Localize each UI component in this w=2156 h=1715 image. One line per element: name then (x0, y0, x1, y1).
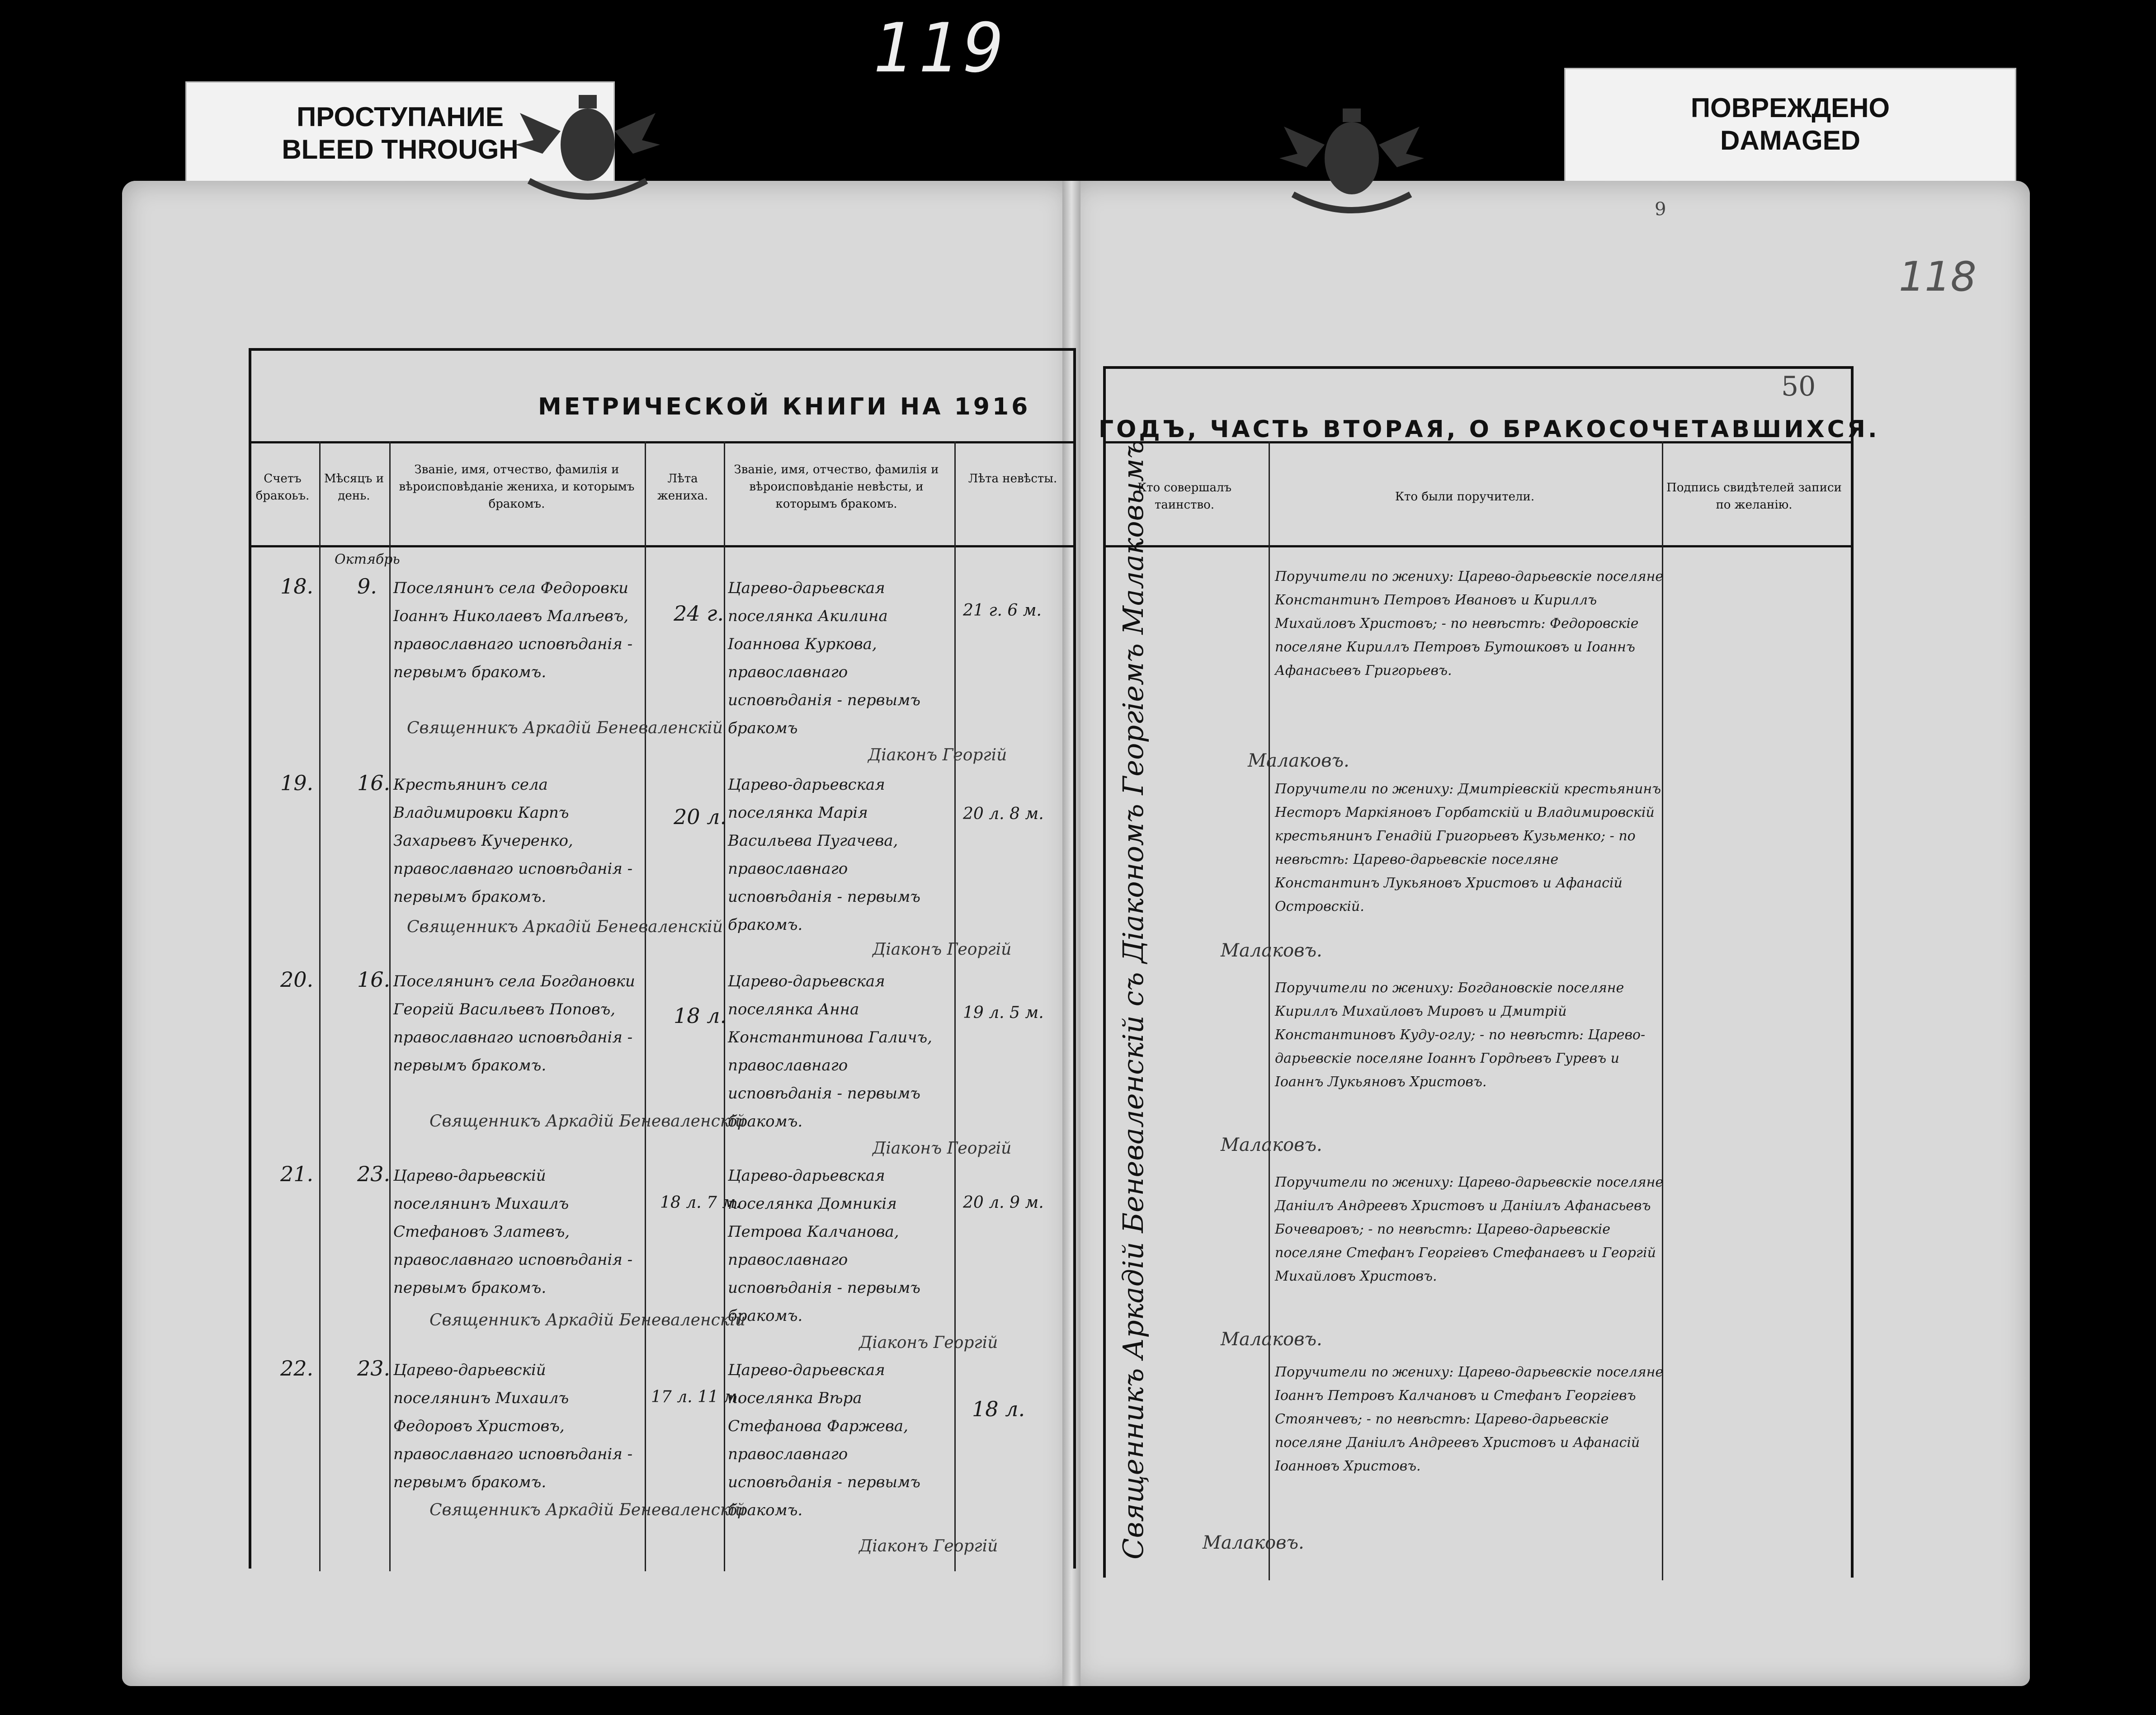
groom-entry: Поселянинъ села Федоровки Іоаннъ Николаевъ Малѣевъ, православнаго исповѣданія - первымъ бракомъ. (393, 579, 633, 681)
book-title-left: МЕТРИЧЕСКОЙ КНИГИ НА 1916 (538, 393, 1031, 420)
month-label: Октябрь (335, 551, 400, 567)
bride-entry: Царево-дарьевская поселянка Вѣра Стефанова Фаржева, православнаго исповѣданія - первымъ бракомъ. (728, 1361, 920, 1519)
groom-age: 17 л. 11 м. (651, 1388, 742, 1406)
header-rule (251, 545, 1073, 547)
guarantors-entry: Поручители по жениху: Царево-дарьевскіе поселяне Іоаннъ Петровъ Калчановъ и Стефанъ Георгіевъ Стоянчевъ; - по невѣстѣ: Царево-дарьевскіе поселяне Даніилъ Андреевъ Христовъ и Афанасій Іоанновъ Христовъ. (1275, 1364, 1664, 1474)
psalmist-signature: Малаковъ. (1221, 1329, 1322, 1350)
guarantors-entry: Поручители по жениху: Царево-дарьевскіе поселяне Константинъ Петровъ Ивановъ и Кириллъ Михайловъ Христовъ; - по невѣстѣ: Федоровскіе поселяне Кириллъ Петровъ Бутошковъ и Іоаннъ Афанасьевъ Григорьевъ. (1275, 569, 1664, 678)
header-number: Счетъ бракоьъ. (255, 472, 310, 503)
groom-age: 20 л. (674, 805, 727, 829)
page-number: 50 (1781, 371, 1816, 402)
small-page-number: 9 (1655, 199, 1666, 220)
psalmist-signature: Малаковъ. (1203, 1532, 1304, 1553)
record-day: 23. (357, 1356, 391, 1380)
book-title-right: ГОДЪ, ЧАСТЬ ВТОРАЯ, О БРАКОСОЧЕТАВШИХСЯ. (1099, 416, 1880, 443)
damaged-label-en: DAMAGED (1720, 125, 1860, 155)
col-divider (319, 441, 321, 1571)
officiant-vertical-signature: Священникъ Аркадій Беневаленскій съ Діакономъ Георгіемъ Малаковымъ (1117, 440, 1150, 1560)
bride-entry: Царево-дарьевская поселянка Акилина Іоаннова Куркова, православнаго исповѣданія - первымъ бракомъ (728, 579, 920, 737)
groom-entry: Царево-дарьевскій поселянинъ Михаилъ Стефановъ Златевъ, православнаго исповѣданія - первымъ бракомъ. (393, 1167, 633, 1297)
record-number: 18. (280, 574, 314, 598)
record-number: 21. (280, 1162, 314, 1186)
damaged-tag (1564, 68, 2016, 185)
groom-age: 18 л. (674, 1004, 727, 1028)
psalmist-signature: Малаковъ. (1248, 750, 1349, 771)
deacon-signature: Діаконъ Георгій (873, 940, 1012, 959)
priest-signature: Священникъ Аркадій Беневаленскій (407, 719, 723, 737)
priest-signature: Священникъ Аркадій Беневаленскій (429, 1501, 745, 1519)
bleed-label-ru: ПРОСТУПАНИЕ (297, 102, 504, 132)
groom-entry: Царево-дарьевскій поселянинъ Михаилъ Федоровъ Христовъ, православнаго исповѣданія - первымъ бракомъ. (393, 1361, 633, 1491)
deacon-signature: Діаконъ Георгій (868, 746, 1007, 764)
record-day: 16. (357, 967, 391, 992)
bride-entry: Царево-дарьевская поселянка Анна Константинова Галичъ, православнаго исповѣданія - первымъ бракомъ. (728, 972, 932, 1131)
priest-signature: Священникъ Аркадій Беневаленскій (429, 1112, 745, 1131)
header-month-day: Мѣсяцъ и день. (324, 472, 384, 503)
groom-entry: Поселянинъ села Богдановки Георгій Васильевъ Поповъ, православнаго исповѣданія - первымъ бракомъ. (393, 972, 635, 1074)
col-divider (389, 441, 391, 1571)
imperial-eagle-emblem-right (1266, 90, 1438, 226)
record-day: 23. (357, 1162, 391, 1186)
header-guarantors: Кто были поручители. (1395, 490, 1535, 504)
bride-age: 20 л. 9 м. (963, 1193, 1044, 1212)
frame-number: 119 (873, 9, 1009, 88)
header-groom-age: Лѣта жениха. (657, 472, 708, 503)
imperial-eagle-emblem-left (502, 77, 674, 212)
col-divider (645, 441, 646, 1571)
header-bride-age: Лѣта невѣсты. (968, 472, 1057, 485)
record-day: 16. (357, 771, 391, 795)
groom-entry: Крестьянинъ села Владимировки Карпъ Захарьевъ Кучеренко, православнаго исповѣданія - первымъ бракомъ. (393, 776, 633, 906)
bride-entry: Царево-дарьевская поселянка Домникія Петрова Калчанова, православнаго исповѣданія - первымъ бракомъ. (728, 1167, 920, 1325)
header-bride: Званіе, имя, отчество, фамилія и вѣроисповѣданіе невѣсты, и которымъ бракомъ. (734, 463, 939, 511)
archive-number: 118 (1899, 253, 1977, 301)
bride-age: 19 л. 5 м. (963, 1004, 1044, 1022)
bride-age: 18 л. (972, 1397, 1025, 1421)
header-officiant: Кто совершалъ таинство. (1137, 481, 1232, 512)
guarantors-entry: Поручители по жениху: Дмитріевскій крестьянинъ Несторъ Маркіяновъ Горбатскій и Владимировскій крестьянинъ Генадій Григорьевъ Кузьменко; - по невѣстѣ: Царево-дарьевскіе поселяне Константинъ Лукьяновъ Христовъ и Афанасій Островскій. (1275, 781, 1661, 914)
priest-signature: Священникъ Аркадій Беневаленскій (429, 1311, 745, 1329)
bride-entry: Царево-дарьевская поселянка Марія Васильева Пугачева, православнаго исповѣданія - первымъ бракомъ. (728, 776, 920, 934)
record-day: 9. (357, 574, 377, 598)
bleed-label-en: BLEED THROUGH (282, 134, 519, 165)
damaged-label-ru: ПОВРЕЖДЕНО (1690, 93, 1890, 123)
header-groom: Званіе, имя, отчество, фамилія и вѣроисповѣданіе жениха, и которымъ бракомъ. (399, 463, 635, 511)
col-divider (954, 441, 956, 1571)
bride-age: 20 л. 8 м. (963, 805, 1044, 823)
deacon-signature: Діаконъ Георгій (859, 1333, 998, 1352)
priest-signature: Священникъ Аркадій Беневаленскій (407, 918, 723, 936)
title-rule (251, 441, 1073, 443)
record-number: 22. (280, 1356, 314, 1380)
deacon-signature: Діаконъ Георгій (859, 1537, 998, 1555)
col-divider (1269, 441, 1270, 1580)
guarantors-entry: Поручители по жениху: Царево-дарьевскіе поселяне Даніилъ Андреевъ Христовъ и Даніилъ Афанасьевъ Бочеваровъ; - по невѣстѣ: Царево-дарьевскіе поселяне Стефанъ Георгіевъ Стефанаевъ и Георгій Михайловъ Христовъ. (1275, 1174, 1664, 1284)
groom-age: 24 г. (674, 601, 724, 626)
guarantors-entry: Поручители по жениху: Богдановскіе поселяне Кириллъ Михайловъ Мировъ и Дмитрій Константиновъ Куду-оглу; - по невѣстѣ: Царево-дарьевскіе поселяне Іоаннъ Гордѣевъ Гуревъ и Іоаннъ Лукьяновъ Христовъ. (1275, 980, 1646, 1090)
psalmist-signature: Малаковъ. (1221, 1135, 1322, 1155)
record-number: 19. (280, 771, 314, 795)
deacon-signature: Діаконъ Георгій (873, 1139, 1012, 1158)
groom-age: 18 л. 7 м. (660, 1193, 741, 1212)
bride-age: 21 г. 6 м. (963, 601, 1042, 620)
header-witness-signature: Подпись свидѣтелей записи по желанію. (1666, 481, 1842, 512)
psalmist-signature: Малаковъ. (1221, 940, 1322, 961)
record-number: 20. (280, 967, 314, 992)
header-rule (1106, 545, 1851, 547)
